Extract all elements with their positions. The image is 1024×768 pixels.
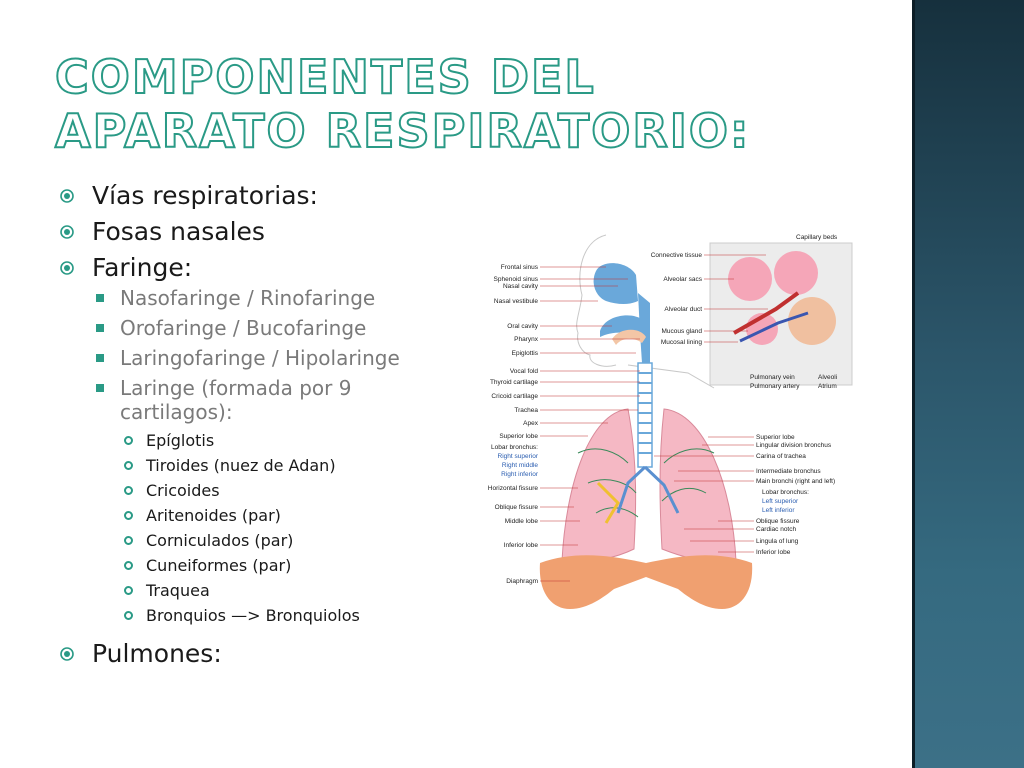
cartilage-label: Tiroides (nuez de Adan) (146, 456, 336, 475)
cartilage-item (58, 528, 478, 553)
bullet-label: Vías respiratorias: (92, 181, 318, 210)
ring-bullet-icon (124, 586, 133, 595)
diagram-label: Lingula of lung (756, 538, 799, 545)
diagram-label: Inferior lobe (503, 542, 538, 549)
diagram-label: Right middle (501, 462, 538, 469)
bullet-faringe (58, 250, 478, 286)
diagram-label: Cardiac notch (756, 526, 797, 533)
inset-label: Pulmonary artery (750, 383, 800, 390)
diagram-label: Inferior lobe (756, 549, 791, 556)
bullet-pulmones (58, 636, 478, 672)
cartilage-item (58, 553, 478, 578)
bullet-icon (60, 189, 74, 203)
diagram-label: Apex (523, 420, 538, 427)
decorative-side-band (912, 0, 1024, 768)
inset-label: Atrium (818, 383, 837, 390)
diagram-label: Sphenoid sinus (493, 276, 538, 283)
subitem-label: Laringofaringe / Hipolaringe (120, 346, 400, 370)
band-edge (912, 0, 915, 768)
square-bullet-icon (96, 384, 104, 392)
cartilage-label: Cricoides (146, 481, 220, 500)
bullet-label: Pulmones: (92, 639, 222, 668)
cartilage-item (58, 428, 478, 453)
bullet-icon (60, 261, 74, 275)
diagram-label: Middle lobe (504, 518, 538, 525)
inset-label: Connective tissue (650, 252, 702, 259)
pharynx (638, 293, 650, 363)
trachea (638, 363, 652, 467)
subitem-laringofaringe (58, 346, 478, 376)
subitem-nasofaringe (58, 286, 478, 316)
nasal-cavity (594, 263, 638, 304)
diagram-label: Lingular division bronchus (756, 442, 832, 449)
square-bullet-icon (96, 294, 104, 302)
diagram-label: Intermediate bronchus (756, 468, 821, 475)
diagram-label: Vocal fold (509, 368, 538, 375)
diagram-label: Oblique fissure (756, 518, 800, 525)
inset-label: Alveolar duct (664, 306, 702, 313)
ring-bullet-icon (124, 611, 133, 620)
diagram-label: Cricoid cartilage (491, 393, 538, 400)
inset-label: Pulmonary vein (750, 374, 795, 381)
inset-label: Mucosal lining (660, 339, 702, 346)
diagram-label: Right superior (497, 453, 538, 460)
square-bullet-icon (96, 354, 104, 362)
subitem-orofaringe (58, 316, 478, 346)
diagram-label: Carina of trachea (756, 453, 806, 460)
diagram-label: Frontal sinus (500, 264, 538, 271)
diagram-label: Thyroid cartilage (489, 379, 538, 386)
cartilage-label: Corniculados (par) (146, 531, 294, 550)
inset-label: Capillary beds (796, 234, 838, 241)
subitem-label: Laringe (formada por 9 cartilagos): (120, 376, 352, 424)
slide-title: COMPONENTES DEL APARATO RESPIRATORIO: (55, 50, 751, 158)
bullet-label: Faringe: (92, 253, 193, 282)
bullet-icon (60, 647, 74, 661)
bullet-icon (60, 225, 74, 239)
cartilage-item (58, 578, 478, 603)
inset-label: Alveolar sacs (663, 276, 702, 283)
cartilage-label: Aritenoides (par) (146, 506, 281, 525)
respiratory-illustration (478, 213, 862, 653)
diagram-label: Superior lobe (499, 433, 538, 440)
inset-label: Alveoli (818, 374, 838, 381)
diagram-label: Trachea (514, 407, 538, 414)
bullet-vias (58, 178, 478, 214)
ring-bullet-icon (124, 536, 133, 545)
subitem-label: Nasofaringe / Rinofaringe (120, 286, 376, 310)
diagram-label: Nasal cavity (502, 283, 538, 290)
bullet-list (58, 178, 478, 672)
ring-bullet-icon (124, 511, 133, 520)
respiratory-system-diagram (478, 213, 862, 653)
diagram-label: Diaphragm (506, 578, 538, 585)
diagram-label: Superior lobe (756, 434, 795, 441)
diagram-label: Epiglottis (511, 350, 538, 357)
cartilage-item (58, 503, 478, 528)
ring-bullet-icon (124, 486, 133, 495)
ring-bullet-icon (124, 461, 133, 470)
cartilage-label: Bronquios —> Bronquiolos (146, 606, 360, 625)
diagram-label: Lobar bronchus: (491, 444, 538, 451)
diagram-label: Oblique fissure (494, 504, 538, 511)
diagram-label: Nasal vestibule (493, 298, 538, 305)
cartilage-label: Traquea (146, 581, 210, 600)
ring-bullet-icon (124, 561, 133, 570)
subitem-label: Orofaringe / Bucofaringe (120, 316, 367, 340)
left-lung (660, 409, 736, 562)
diagram-label: Oral cavity (507, 323, 538, 330)
subitem-laringe (58, 376, 420, 424)
diagram-label: Main bronchi (right and left) (756, 478, 836, 485)
diagram-label: Pharynx (514, 336, 538, 343)
cartilage-label: Cuneiformes (par) (146, 556, 292, 575)
bullet-fosas (58, 214, 478, 250)
diagram-label: Horizontal fissure (487, 485, 538, 492)
square-bullet-icon (96, 324, 104, 332)
cartilage-item (58, 453, 478, 478)
diagram-label: Left inferior (762, 507, 795, 514)
diagram-label: Left superior (762, 498, 799, 505)
ring-bullet-icon (124, 436, 133, 445)
inset-label: Mucous gland (661, 328, 702, 335)
cartilage-item (58, 478, 478, 503)
diagram-label: Right inferior (501, 471, 538, 478)
bullet-label: Fosas nasales (92, 217, 265, 246)
diaphragm (540, 555, 752, 609)
cartilage-label: Epíglotis (146, 431, 215, 450)
cartilage-item (58, 603, 478, 628)
diagram-label: Lobar bronchus: (762, 489, 809, 496)
